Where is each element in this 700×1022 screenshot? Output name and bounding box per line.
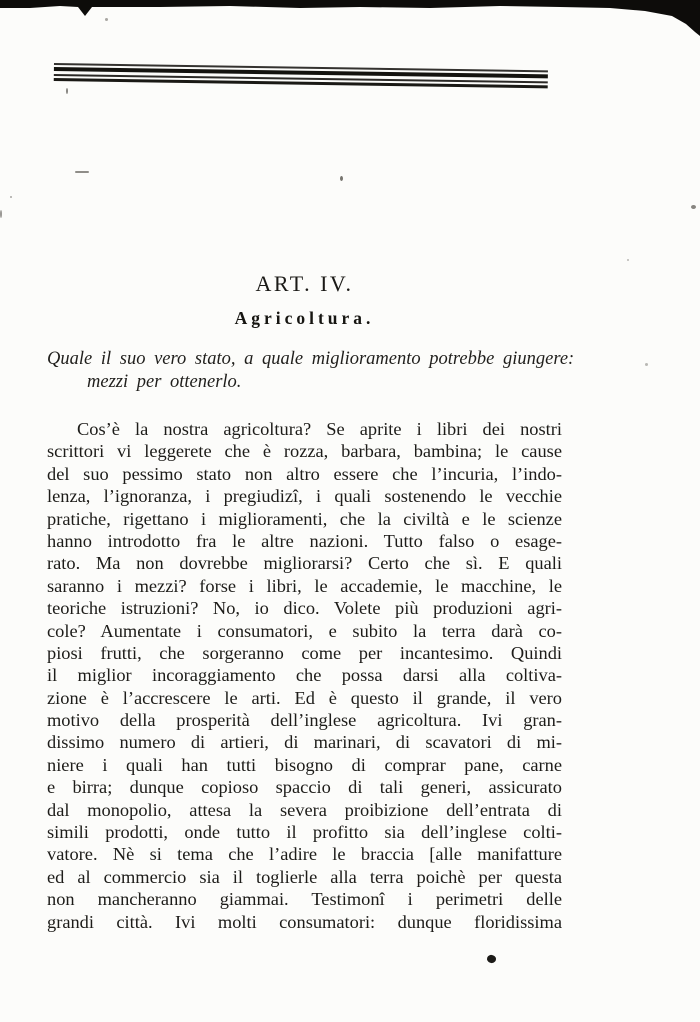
scan-speck <box>627 259 629 261</box>
text-line: grandi città. Ivi molti consumatori: dunque floridissima <box>47 911 562 932</box>
text-line: lenza, l’ignoranza, i pregiudizî, i quali sostenendo le vecchie <box>47 486 562 507</box>
text-line: teoriche istruzioni? No, io dico. Volete più produzioni agri- <box>47 598 562 619</box>
text-line: piosi frutti, che sorgeranno come per incantesimo. Quindi <box>47 642 562 663</box>
text-line: simili prodotti, onde tutto il profitto sia dell’inglese colti- <box>47 822 562 843</box>
text-line: motivo della prosperità dell’inglese agricoltura. Ivi gran- <box>47 710 562 731</box>
scan-speck <box>691 205 696 209</box>
section-title: Agricoltura. <box>234 308 375 328</box>
scan-speck <box>0 210 2 218</box>
epigraph <box>47 348 592 394</box>
text-line: dal monopolio, attesa la severa proibizione dell’entrata di <box>47 799 562 820</box>
scan-speck <box>105 18 108 21</box>
epigraph-line: mezzi per ottenerlo. <box>87 372 242 392</box>
text-line: niere i quali han tutti bisogno di comprar pane, carne <box>47 754 562 775</box>
text-line: ed al commercio sia il toglierle alla terra poichè per questa <box>47 866 562 887</box>
text-line: del suo pessimo stato non altro essere che l’incuria, l’indo- <box>47 463 562 484</box>
text-line: pratiche, rigettano i miglioramenti, che la civiltà e le scienze <box>47 508 562 529</box>
epigraph-line: Quale il suo vero stato, a quale miglioramento potrebbe giungere: <box>47 349 575 369</box>
text-line: hanno introdotto fra le altre nazioni. Tutto falso o esage- <box>47 530 562 551</box>
body-paragraph <box>47 418 562 933</box>
text-line: e birra; dunque copioso spaccio di tali generi, assicurato <box>47 777 562 798</box>
text-line: dissimo numero di artieri, di marinari, di scavatori di mi- <box>47 732 562 753</box>
text-line: vatore. Nè si tema che l’adire le braccia [alle manifatture <box>47 844 562 865</box>
scan-speck <box>645 363 648 366</box>
text-line: il miglior incoraggiamento che possa darsi alla coltiva- <box>47 665 562 686</box>
text-line: Cos’è la nostra agricoltura? Se aprite i libri dei nostri <box>77 419 562 439</box>
text-line: scrittori vi leggerete che è rozza, barbara, bambina; le cause <box>47 441 562 462</box>
text-line: non mancheranno giammai. Testimonî i perimetri delle <box>47 889 562 910</box>
scan-speck <box>128 447 130 449</box>
text-line: zione è l’accrescere le arti. Ed è questo il grande, il vero <box>47 687 562 708</box>
double-rule <box>54 63 548 88</box>
article-heading: ART. IV. <box>255 271 354 296</box>
scan-speck <box>66 88 68 94</box>
text-line: rato. Ma non dovrebbe migliorarsi? Certo che sì. E quali <box>47 553 562 574</box>
text-line: saranno i mezzi? forse i libri, le accademie, le macchine, le <box>47 575 562 596</box>
text-line: cole? Aumentate i consumatori, e subito la terra darà co- <box>47 620 562 641</box>
ink-blot <box>486 954 497 964</box>
scan-speck <box>75 171 89 173</box>
scan-speck <box>10 196 12 198</box>
scan-speck <box>340 176 343 181</box>
